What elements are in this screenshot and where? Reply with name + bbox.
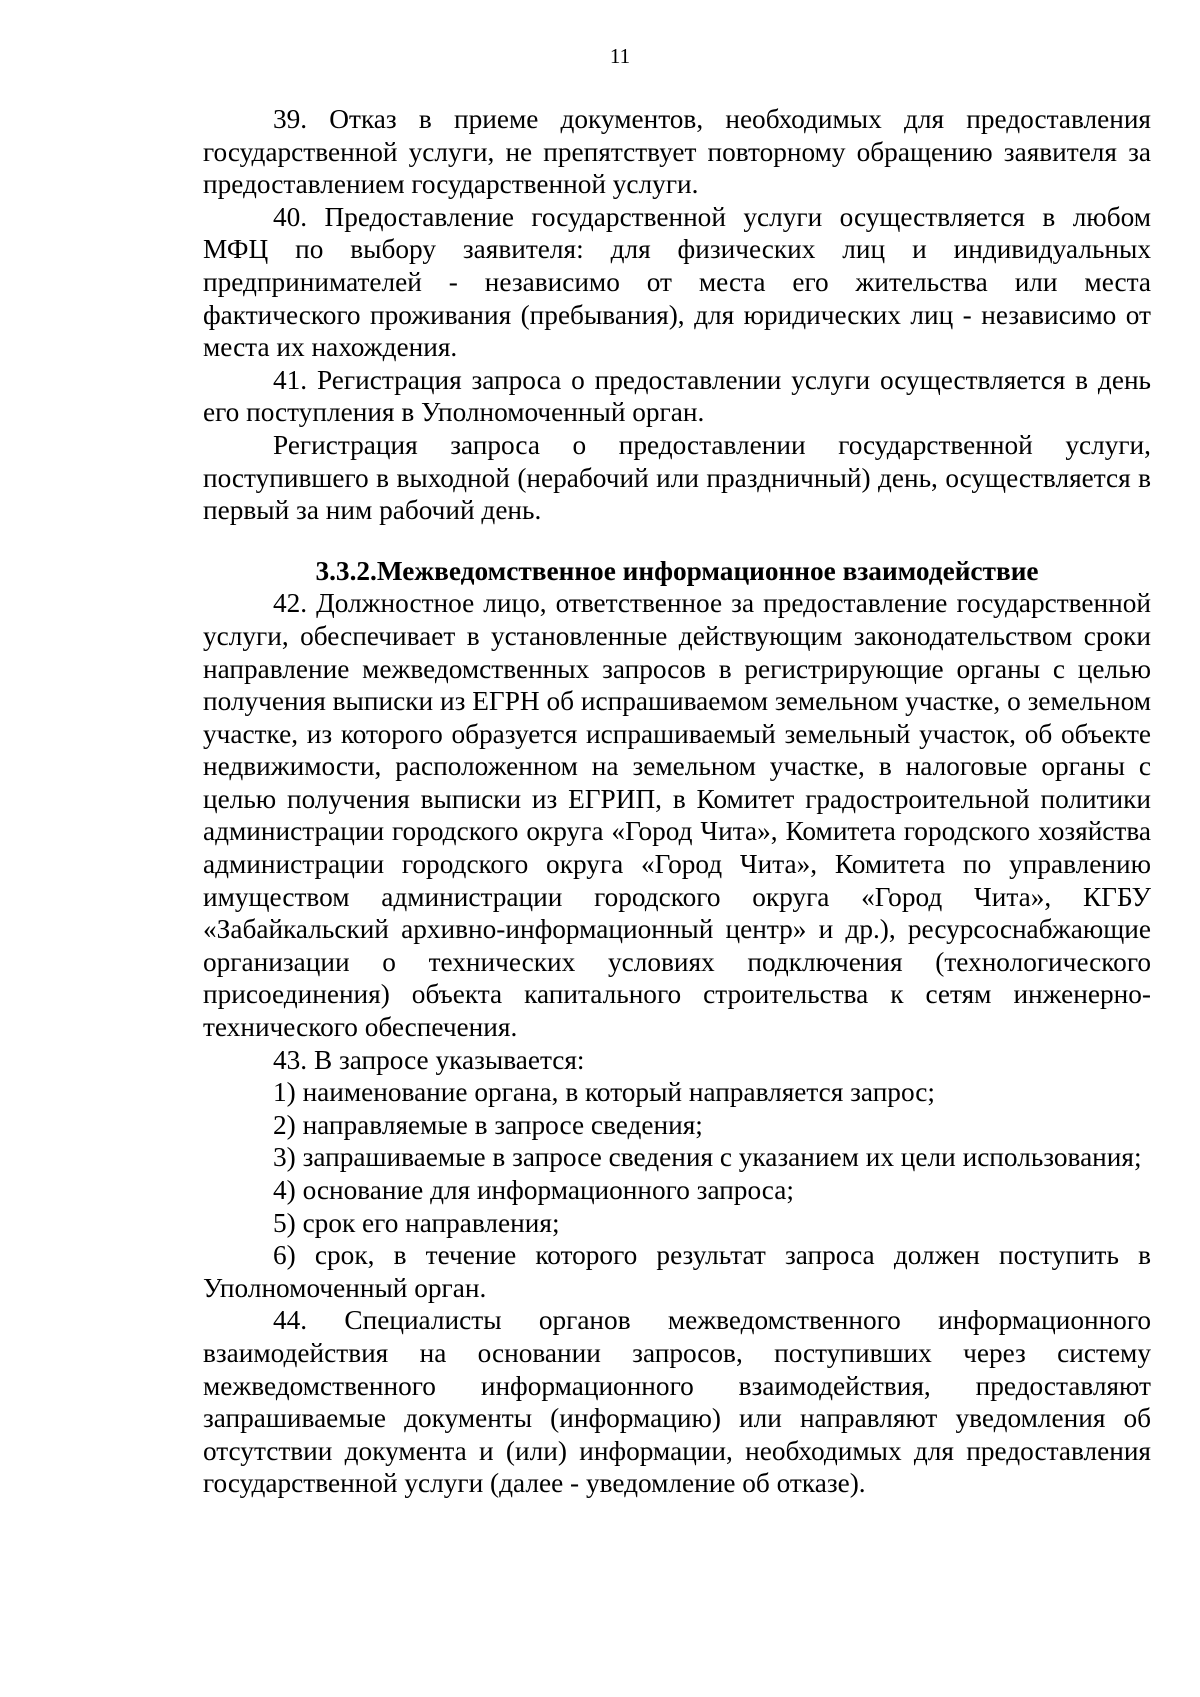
paragraph-43: 43. В запросе указывается: (273, 1044, 585, 1075)
page-number: 11 (609, 44, 631, 68)
list-item-5: 5) срок его направления; (273, 1207, 560, 1238)
paragraph-39: 39. Отказ в приеме документов, необходимых для предоставления государственной услуги, не препятствует повторному обращению заявителя за предоставлением государственной услуги. (203, 104, 1151, 200)
document-body (203, 103, 1151, 1500)
paragraph-40: 40. Предоставление государственной услуги осуществляется в любом МФЦ по выбору заявителя: для физических лиц и индивидуальных предпринимателей - независимо от места его жительства или места фактического проживания (пребывания), для юридических лиц - независимо от места их нахождения. (203, 201, 1151, 363)
paragraph-44: 44. Специалисты органов межведомственного информационного взаимодействия на основании запросов, поступивших через систему межведомственного информационного взаимодействия, предоставляют запрашиваемые документы (информацию) или направляют уведомления об отсутствии документа и (или) информации, необходимых для предоставления государственной услуги (далее - уведомление об отказе). (203, 1305, 1151, 1499)
section-heading: 3.3.2.Межведомственное информационное взаимодействие (315, 555, 1039, 586)
list-item-2: 2) направляемые в запросе сведения; (273, 1109, 703, 1140)
list-item-4: 4) основание для информационного запроса; (273, 1175, 794, 1205)
paragraph-41-continued: Регистрация запроса о предоставлении государственной услуги, поступившего в выходной (нерабочий или праздничный) день, осуществляется в первый за ним рабочий день. (203, 429, 1151, 526)
list-item-1: 1) наименование органа, в который направляется запрос; (273, 1077, 935, 1108)
list-item-6: 6) срок, в течение которого результат запроса должен поступить в Уполномоченный орган. (203, 1240, 1151, 1303)
paragraph-41: 41. Регистрация запроса о предоставлении услуги осуществляется в день его поступления в Уполномоченный орган. (203, 364, 1151, 428)
list-item-3: 3) запрашиваемые в запросе сведения с указанием их цели использования; (273, 1142, 1142, 1173)
paragraph-42: 42. Должностное лицо, ответственное за предоставление государственной услуги, обеспечивает в установленные действующим законодательством сроки направление межведомственных запросов в регистрирующие органы с целью получения выписки из ЕГРН об испрашиваемом земельном участке, о земельном участке, из которого образуется испрашиваемый земельный участок, об объекте недвижимости, расположенном на земельном участке, в налоговые органы с целью получения выписки из ЕГРИП, в Комитет градостроительной политики администрации городского округа «Город Чита», Комитета городского хозяйства администрации городского округа «Город Чита», Комитета по управлению имуществом администрации городского округа «Город Чита», КГБУ «Забайкальский архивно-информационный центр» и др.), ресурсоснабжающие организации о технических условиях подключения (технологического присоединения) объекта капитального строительства к сетям инженерно-технического обеспечения. (203, 588, 1151, 1043)
